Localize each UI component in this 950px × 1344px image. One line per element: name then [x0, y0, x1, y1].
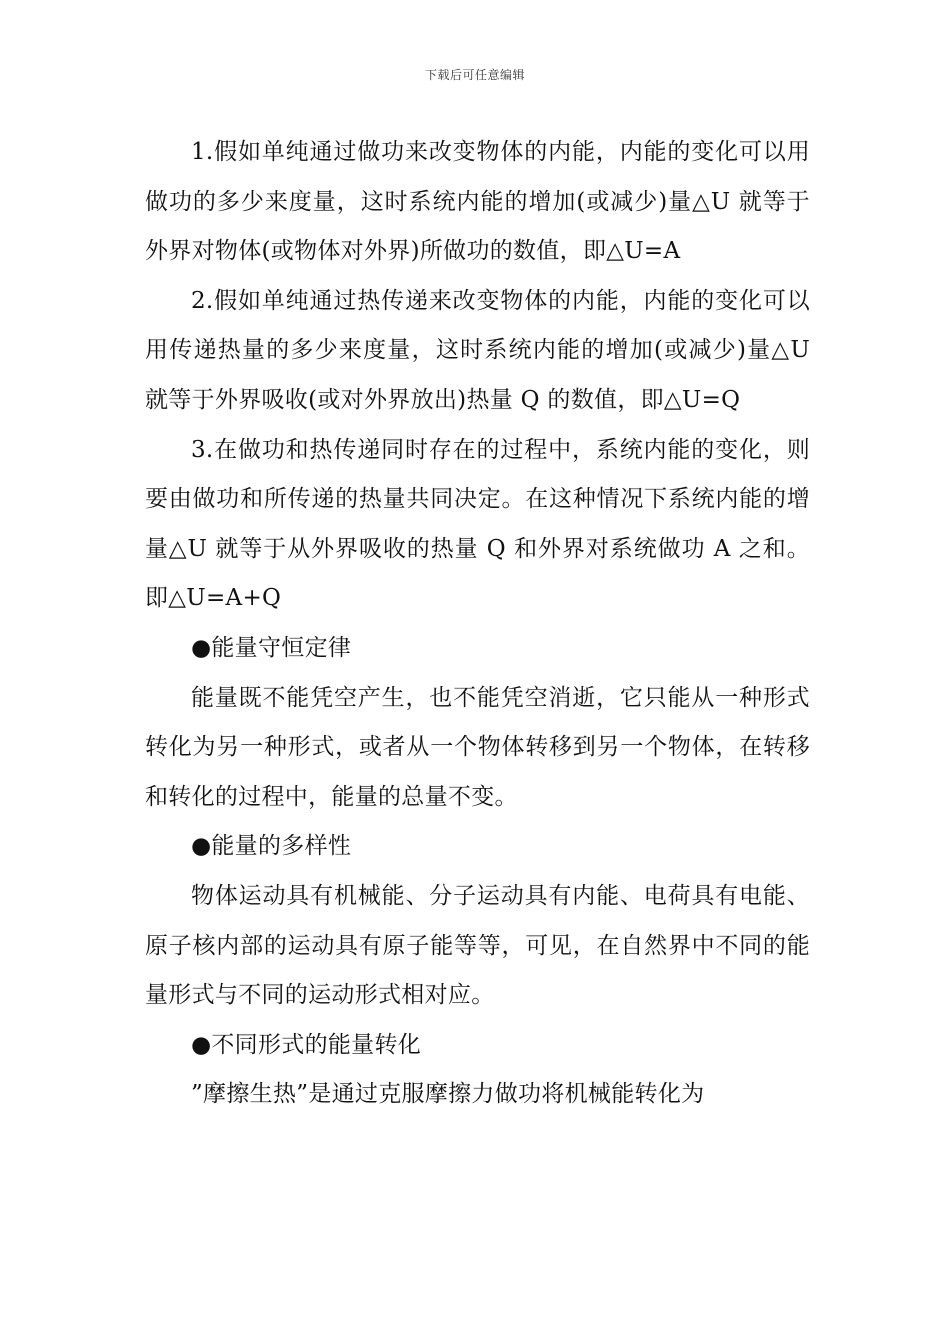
paragraph-first-law: 3.在做功和热传递同时存在的过程中，系统内能的变化，则要由做功和所传递的热量共同决定。在这种情况下系统内能的增量△U 就等于从外界吸收的热量 Q 和外界对系统做功 A 之和。即△U=A+Q	[145, 436, 810, 612]
paragraph-work-internal-energy: 1.假如单纯通过做功来改变物体的内能，内能的变化可以用做功的多少来度量，这时系统内能的增加(或减少)量△U 就等于外界对物体(或物体对外界)所做功的数值，即△U=A	[145, 139, 810, 265]
document-body	[145, 128, 810, 1120]
paragraph-energy-conservation: 能量既不能凭空产生，也不能凭空消逝，它只能从一种形式转化为另一种形式，或者从一个物体转移到另一个物体，在转移和转化的过程中，能量的总量不变。	[145, 684, 810, 810]
page-header: 下载后可任意编辑	[424, 68, 525, 82]
heading-energy-conversion: ●不同形式的能量转化	[191, 1031, 422, 1058]
heading-energy-conservation: ●能量守恒定律	[191, 634, 352, 661]
paragraph-heat-transfer-internal-energy: 2.假如单纯通过热传递来改变物体的内能，内能的变化可以用传递热量的多少来度量，这时系统内能的增加(或减少)量△U 就等于外界吸收(或对外界放出)热量 Q 的数值，即△U=Q	[145, 287, 810, 413]
heading-energy-diversity: ●能量的多样性	[191, 833, 352, 860]
paragraph-energy-diversity: 物体运动具有机械能、分子运动具有内能、电荷具有电能、原子核内部的运动具有原子能等等，可见，在自然界中不同的能量形式与不同的运动形式相对应。	[145, 882, 810, 1009]
paragraph-energy-conversion: ”摩擦生热”是通过克服摩擦力做功将机械能转化为	[191, 1081, 705, 1108]
